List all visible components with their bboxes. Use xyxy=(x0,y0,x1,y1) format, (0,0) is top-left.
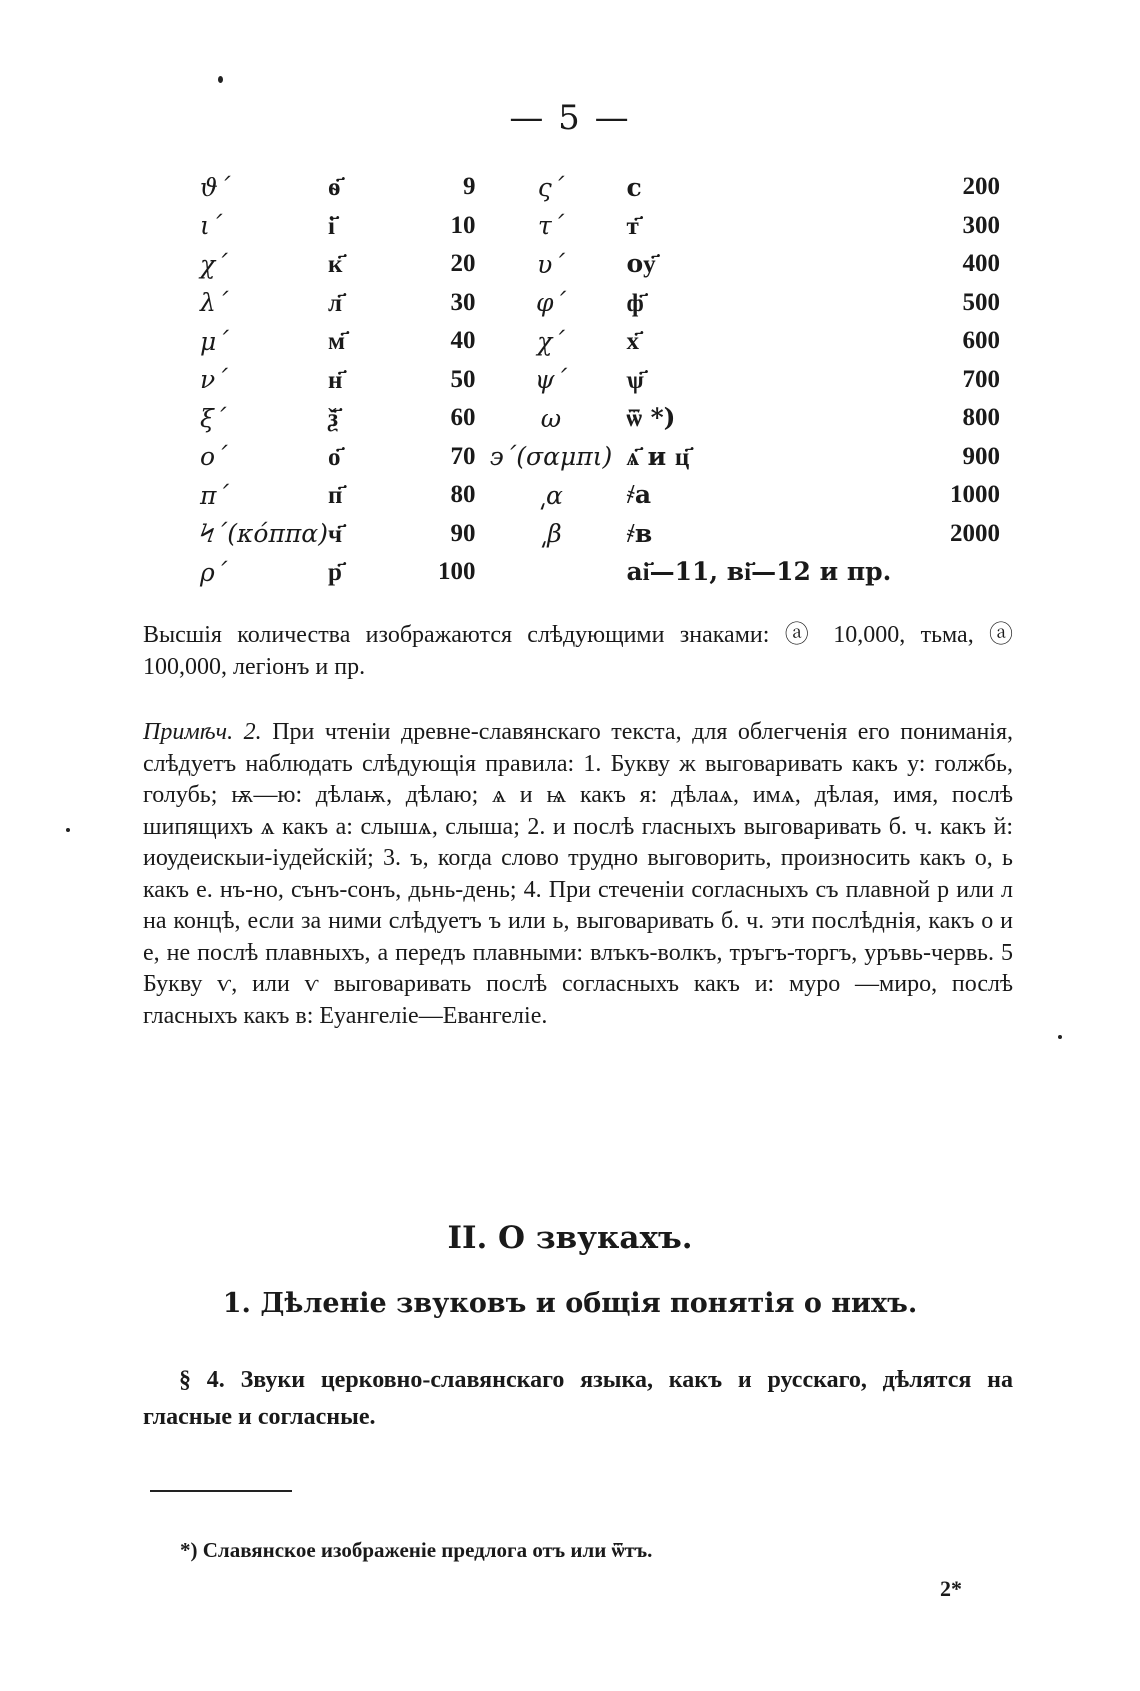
slavonic-numeral: ѳ҃ xyxy=(327,172,341,202)
slavonic-numeral: ѧ҃ и ц҃ xyxy=(626,441,690,471)
slavonic-numeral: р҃ xyxy=(327,557,342,587)
numeral-row xyxy=(200,476,1000,515)
print-speck xyxy=(66,828,70,832)
slavonic-numeral: ҂в xyxy=(626,518,653,548)
greek-numeral: λ΄ xyxy=(200,288,229,318)
arabic-value: 40 xyxy=(450,327,476,355)
greek-numeral: χ΄ xyxy=(537,326,565,356)
numeral-table xyxy=(200,168,1000,592)
numeral-row xyxy=(200,361,1000,400)
greek-numeral: ͵α xyxy=(539,480,563,510)
slavonic-numeral: ѿ *) xyxy=(626,403,676,433)
arabic-value: 500 xyxy=(962,288,1000,316)
greek-numeral: χ΄ xyxy=(200,249,228,279)
slavonic-numeral: ҂а xyxy=(626,480,652,510)
arabic-value: 10 xyxy=(450,211,476,239)
page-number: — 5 — xyxy=(509,98,631,138)
greek-numeral: τ΄ xyxy=(537,211,565,241)
arabic-value: 700 xyxy=(962,365,1000,393)
slavonic-numeral: ѯ҃ xyxy=(327,403,338,433)
greek-numeral: ϶΄(σαμπι) xyxy=(489,442,613,472)
arabic-value: 800 xyxy=(962,404,1000,432)
greek-numeral: ξ΄ xyxy=(200,403,227,433)
slavonic-numeral: т҃ xyxy=(626,210,639,240)
numeral-row xyxy=(200,207,1000,246)
subsection-heading: 1. Дѣленіе звуковъ и общія понятія о нихъ. xyxy=(222,1288,918,1319)
print-speck xyxy=(218,76,223,83)
arabic-value: 9 xyxy=(463,173,476,201)
numeral-row xyxy=(200,168,1000,207)
slavonic-numeral: о҃ xyxy=(327,441,341,471)
numeral-row xyxy=(200,245,1000,284)
arabic-value: 80 xyxy=(450,481,476,509)
greek-numeral: Ϟ΄(κόππα) xyxy=(200,519,328,549)
greek-numeral xyxy=(476,553,627,592)
numeral-row xyxy=(200,322,1000,361)
arabic-value: 400 xyxy=(962,250,1000,278)
slavonic-numeral: х҃ xyxy=(626,326,639,356)
footnote-rule xyxy=(150,1490,292,1492)
arabic-value: 100 xyxy=(438,558,476,586)
numeral-row xyxy=(200,553,1000,592)
slavonic-numeral: ѱ҃ xyxy=(626,364,644,394)
greek-numeral: ψ΄ xyxy=(534,365,568,395)
numeral-row xyxy=(200,399,1000,438)
greek-numeral: ν΄ xyxy=(200,365,228,395)
section-heading: II. О звукахъ. xyxy=(447,1220,693,1256)
arabic-value: 200 xyxy=(962,173,1000,201)
numeral-row xyxy=(200,284,1000,323)
arabic-value: 30 xyxy=(450,288,476,316)
greek-numeral: ϑ΄ xyxy=(200,172,231,202)
slavonic-numeral: с xyxy=(626,172,642,202)
note-paragraph xyxy=(143,717,1013,1032)
slavonic-numeral: м҃ xyxy=(327,326,345,356)
greek-numeral: ο΄ xyxy=(200,442,228,472)
print-speck xyxy=(1058,1035,1062,1039)
arabic-value: 50 xyxy=(450,365,476,393)
arabic-value: 1000 xyxy=(950,481,1000,509)
arabic-value: 70 xyxy=(450,442,476,470)
arabic-value: 2000 xyxy=(950,519,1000,547)
slavonic-numeral: і҃ xyxy=(327,210,335,240)
greek-numeral: υ΄ xyxy=(537,249,565,279)
greek-numeral: ς΄ xyxy=(537,172,565,202)
arabic-value: 20 xyxy=(450,250,476,278)
slavonic-numeral: л҃ xyxy=(327,287,342,317)
slavonic-numeral: н҃ xyxy=(327,364,343,394)
slavonic-numeral: к҃ xyxy=(327,249,343,279)
greek-numeral: ρ΄ xyxy=(200,557,228,587)
higher-quantities-paragraph: Высшія количества изображаются слѣдующими знаками: ⓐ 10,000, тьма, ⓐ 100,000, легіонъ и пр. xyxy=(143,622,1013,680)
arabic-value: 60 xyxy=(450,404,476,432)
slavonic-numeral: ч҃ xyxy=(327,518,343,548)
footnote: *) Славянское изображеніе предлога отъ или ѿтъ. xyxy=(180,1538,653,1562)
arabic-value: 90 xyxy=(450,519,476,547)
slavonic-numeral: оу҃ xyxy=(626,249,656,279)
arabic-value: 900 xyxy=(962,442,1000,470)
greek-numeral: π΄ xyxy=(200,480,229,510)
slavonic-numeral: аі҃—11, ві҃—12 и пр. xyxy=(626,557,892,587)
note-text: При чтеніи древне-славянскаго текста, для облегченія его пониманія, слѣдуетъ наблюдать слѣдующія правила: 1. Букву ж выговаривать какъ у: голжбь, голубь; ѭ—ю: дѣлаѭ, дѣлаю; ѧ и ѩ какъ я: дѣлаѧ, имѧ, дѣлая, имя, послѣ шипящихъ ѧ какъ а: слышѧ, слыша; 2. и послѣ гласныхъ выговаривать б. ч. какъ й: иоудеискыи-іудейскій; 3. ъ, когда слово трудно выговорить, произносить какъ о, ь какъ е. нъ-но, сънъ-сонъ, дьнь-день; 4. При стеченіи согласныхъ съ плавной р или л на концѣ, если за ними слѣдуетъ ъ или ь, выговаривать б. ч. эти послѣднія, какъ о и е, не послѣ плавныхъ, а передъ плавными: влъкъ-волкъ, тръгъ-торгъ, уръвь-червь. 5 Букву ѵ, или ѵ выговаривать послѣ согласныхъ какъ и: муро —миро, послѣ гласныхъ какъ в: Еуангеліе—Евангеліе. xyxy=(143,719,1014,1029)
note-lead: Примѣч. 2. xyxy=(143,719,262,745)
arabic-value xyxy=(891,553,1000,592)
greek-numeral: φ΄ xyxy=(535,288,566,318)
arabic-value: 300 xyxy=(962,211,1000,239)
paragraph-4: § 4. Звуки церковно-славянскаго языка, какъ и русскаго, дѣлятся на гласные и согласные. xyxy=(143,1367,1013,1430)
numeral-row xyxy=(200,515,1000,554)
slavonic-numeral: ф҃ xyxy=(626,287,644,317)
greek-numeral: ι΄ xyxy=(200,211,223,241)
greek-numeral: ͵β xyxy=(540,519,562,549)
signature-mark: 2* xyxy=(940,1576,962,1601)
arabic-value: 600 xyxy=(962,327,1000,355)
slavonic-numeral: п҃ xyxy=(327,480,343,510)
greek-numeral: ω xyxy=(540,403,562,433)
numeral-row xyxy=(200,438,1000,477)
greek-numeral: μ΄ xyxy=(200,326,229,356)
